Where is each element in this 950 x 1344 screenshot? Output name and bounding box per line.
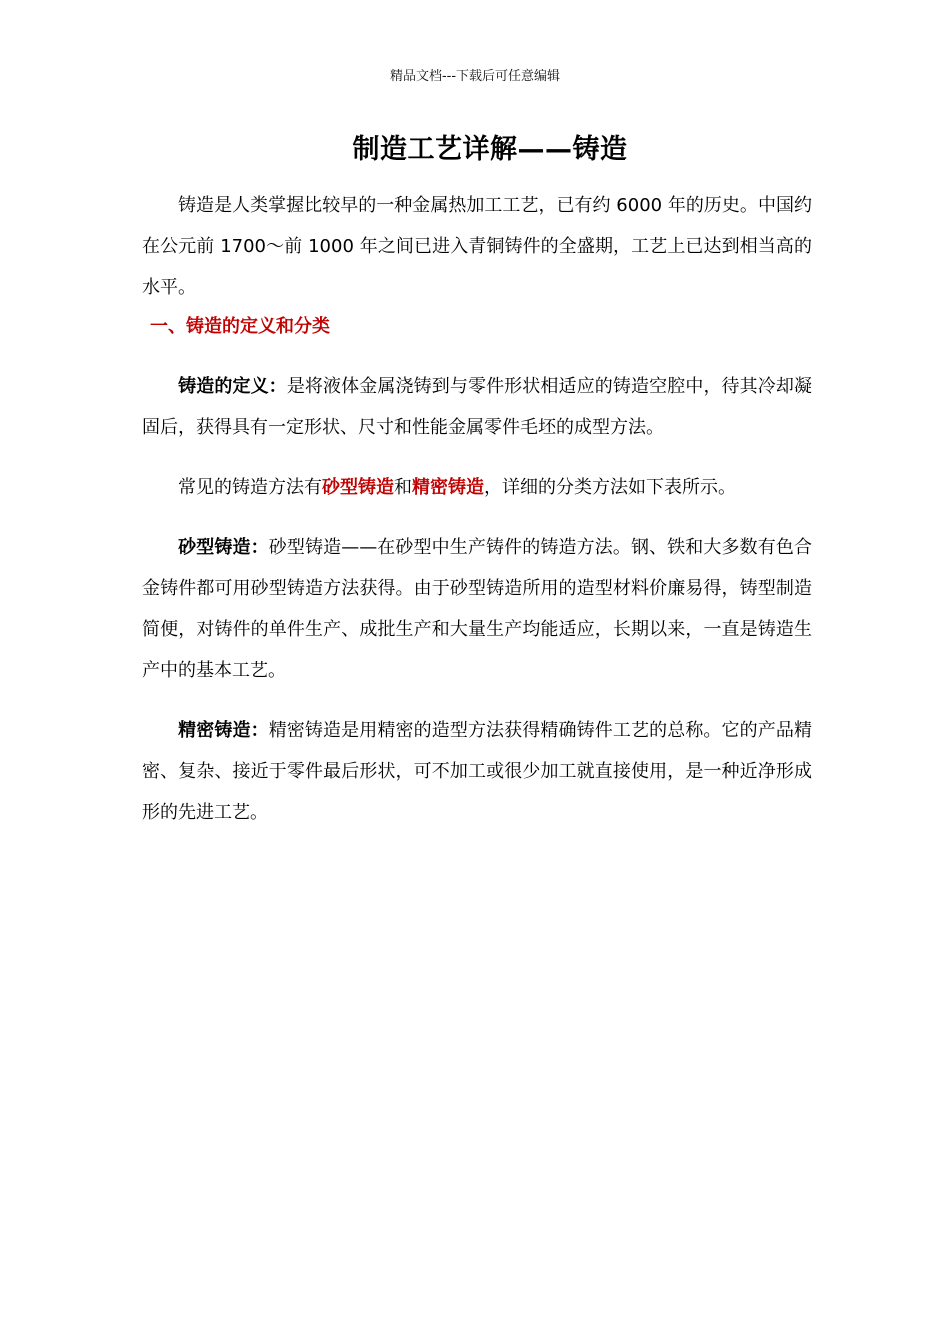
method-sand-casting: 砂型铸造 bbox=[322, 477, 394, 498]
definition-text: 是将液体金属浇铸到与零件形状相适应的铸造空腔中，待其冷却凝固后，获得具有一定形状、尺寸和性能金属零件毛坯的成型方法。 bbox=[142, 376, 813, 438]
precision-casting-text: 精密铸造是用精密的造型方法获得精确铸件工艺的总称。它的产品精密、复杂、接近于零件最后形状，可不加工或很少加工就直接使用，是一种近净形成形的先进工艺。 bbox=[142, 720, 812, 823]
precision-casting-paragraph bbox=[142, 710, 812, 833]
definition-label: 铸造的定义： bbox=[178, 376, 287, 397]
header-note: 精品文档---下载后可任意编辑 bbox=[389, 69, 561, 84]
methods-paragraph bbox=[142, 467, 812, 508]
method-precision-casting: 精密铸造 bbox=[412, 477, 484, 498]
methods-suffix: ，详细的分类方法如下表所示。 bbox=[484, 477, 736, 498]
methods-conjunction: 和 bbox=[394, 477, 412, 498]
sand-casting-label: 砂型铸造： bbox=[178, 537, 269, 558]
methods-prefix: 常见的铸造方法有 bbox=[178, 477, 322, 498]
intro-text: 铸造是人类掌握比较早的一种金属热加工工艺，已有约 6000 年的历史。中国约在公元前 1700～前 1000 年之间已进入青铜铸件的全盛期，工艺上已达到相当高的水平。 bbox=[142, 195, 812, 298]
sand-casting-text: 砂型铸造——在砂型中生产铸件的铸造方法。钢、铁和大多数有色合金铸件都可用砂型铸造方法获得。由于砂型铸造所用的造型材料价廉易得，铸型制造简便，对铸件的单件生产、成批生产和大量生产均能适应，长期以来，一直是铸造生产中的基本工艺。 bbox=[142, 537, 813, 681]
document-title: 制造工艺详解——铸造 bbox=[352, 134, 628, 165]
definition-paragraph bbox=[142, 366, 812, 448]
precision-casting-label: 精密铸造： bbox=[178, 720, 269, 741]
sand-casting-paragraph bbox=[142, 527, 812, 691]
intro-paragraph bbox=[142, 185, 812, 308]
section-heading-definition-classification: 一、铸造的定义和分类 bbox=[150, 316, 330, 337]
